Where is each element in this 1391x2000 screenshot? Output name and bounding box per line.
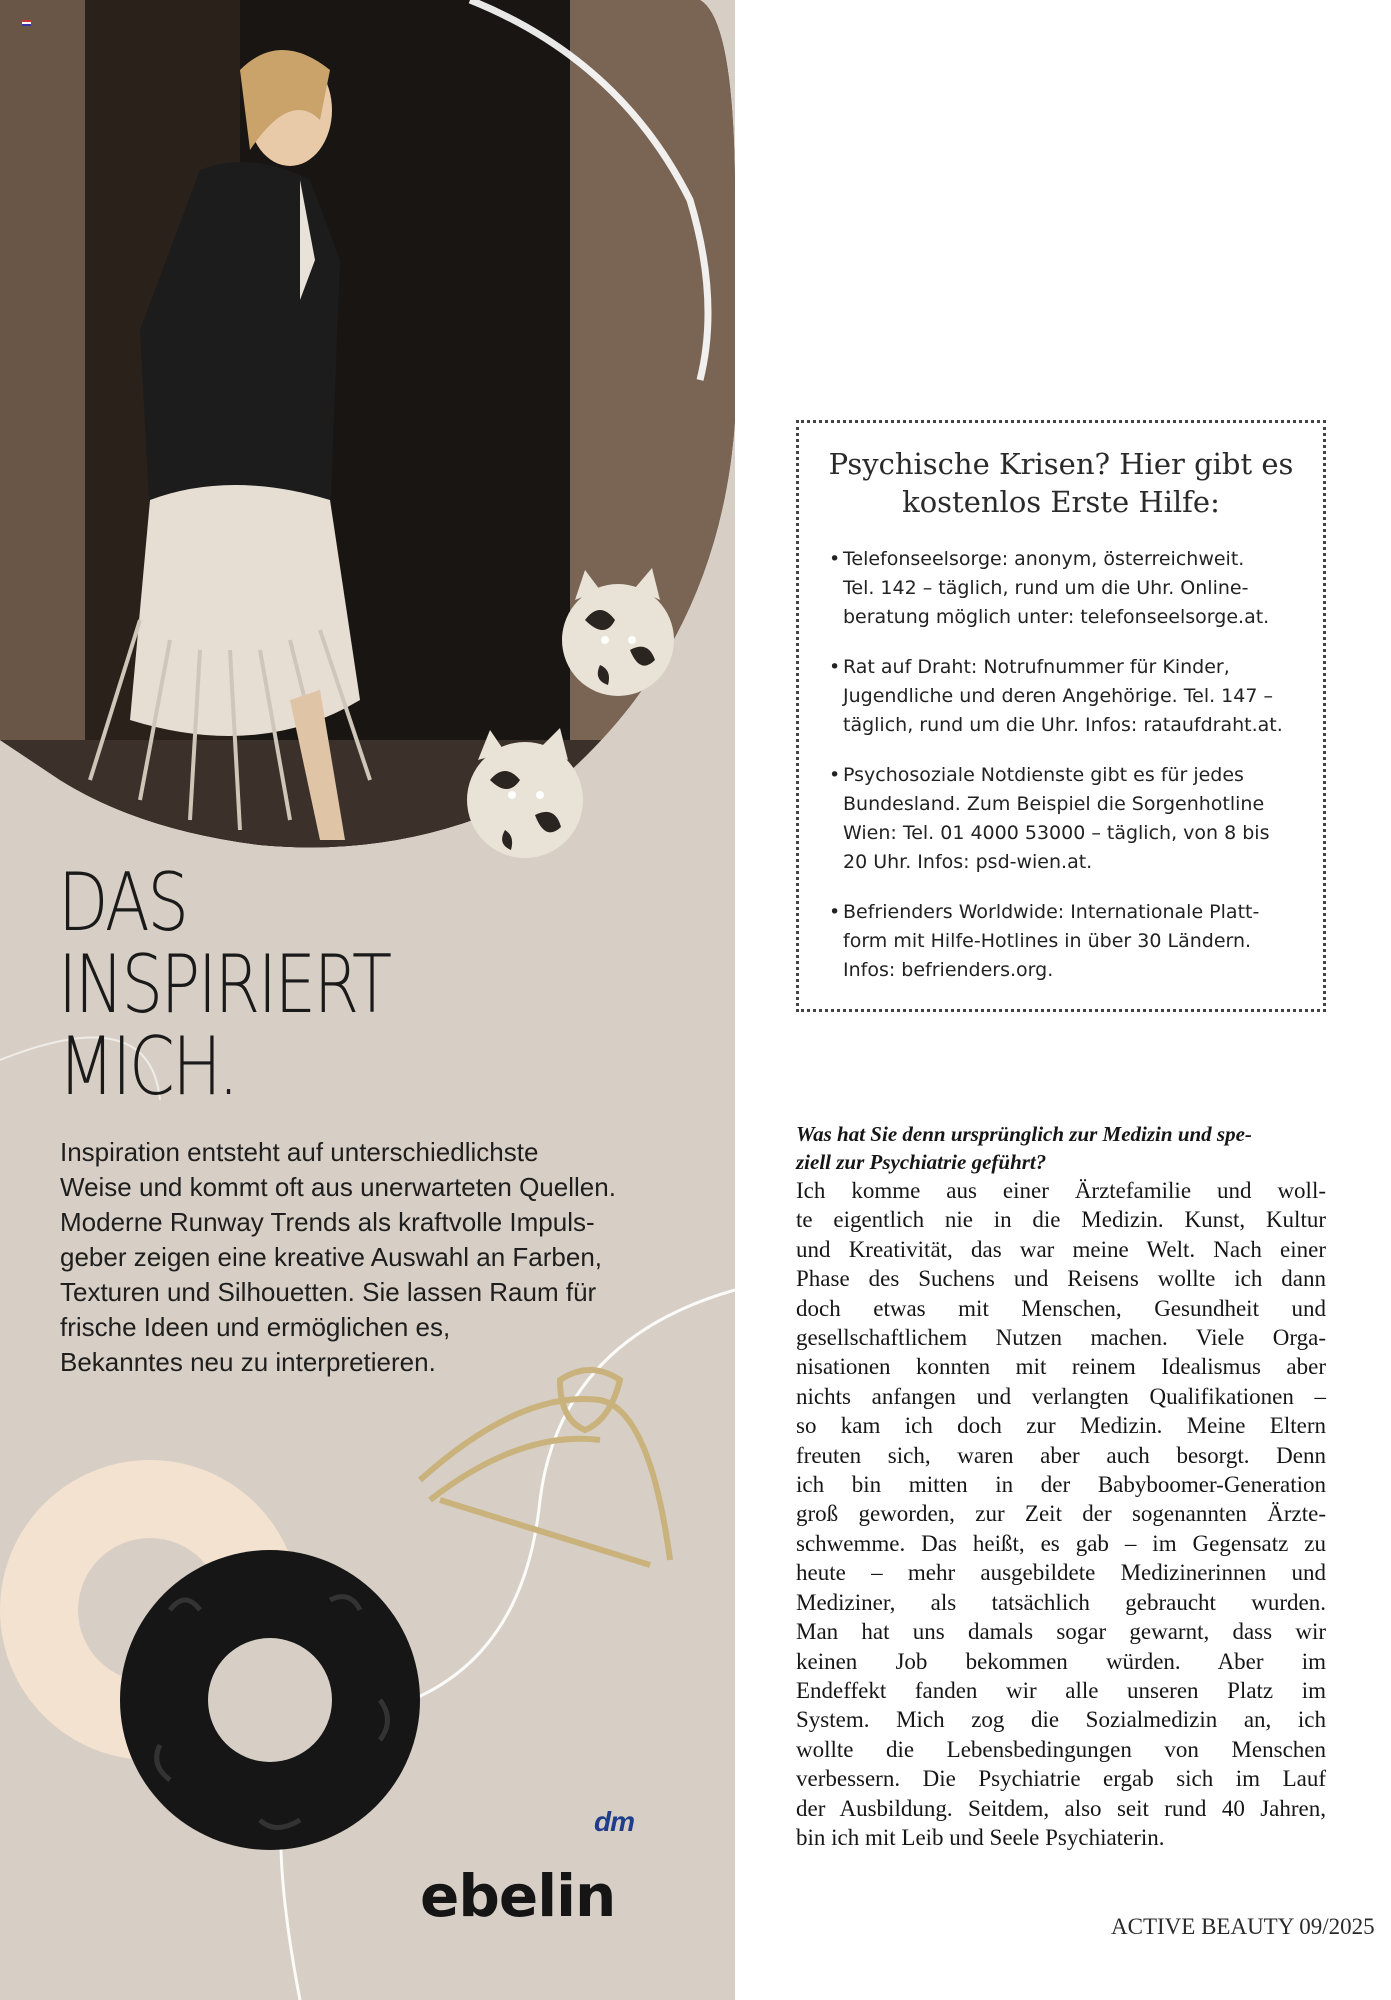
magazine-footer: ACTIVE BEAUTY 09/2025 [1111, 1914, 1375, 1939]
resource-line: Bundesland. Zum Beispiel die Sorgenhotline [843, 793, 1265, 815]
ad-body-text [60, 1135, 700, 1380]
bullet-icon: • [829, 764, 841, 786]
resource-line: Tel. 142 – täglich, rund um die Uhr. Online- [843, 577, 1249, 599]
info-title-line: Psychische Krisen? Hier gibt es [828, 447, 1294, 481]
answer-line: heute – mehr ausgebildete Medizinerinnen und [796, 1560, 1326, 1586]
ebelin-logo: ebelin [420, 1862, 616, 1930]
answer-line: Mediziner, als tatsächlich gebraucht wurden. [796, 1589, 1326, 1615]
resource-line: form mit Hilfe-Hotlines in über 30 Ländern. [843, 930, 1252, 952]
ad-headline-line-1: DAS [58, 856, 187, 949]
interview-article [796, 1120, 1326, 1852]
ad-body-line: geber zeigen eine kreative Auswahl an Farben, [60, 1242, 603, 1272]
ad-headline [58, 856, 658, 1113]
ad-headline-line-2: INSPIRIERT [58, 938, 390, 1031]
answer-line: nichts anfangen und verlangten Qualifikationen – [796, 1383, 1326, 1409]
answer-line: Ich komme aus einer Ärztefamilie und woll- [796, 1178, 1326, 1203]
answer-line: System. Mich zog die Sozialmedizin an, ich [796, 1707, 1326, 1733]
help-resource-item [829, 898, 1309, 985]
answer-line: doch etwas mit Menschen, Gesundheit und [796, 1295, 1326, 1321]
interview-answer [796, 1176, 1326, 1852]
ad-body-line: Texturen und Silhouetten. Sie lassen Raum für [60, 1277, 597, 1307]
resource-line: Telefonseelsorge: anonym, österreichweit. [843, 548, 1245, 570]
help-resource-item [829, 761, 1309, 877]
resource-line: beratung möglich unter: telefonseelsorge.at. [843, 606, 1270, 628]
ad-body-line: Weise und kommt oft aus unerwarteten Quellen. [60, 1172, 616, 1202]
resource-line: Jugendliche und deren Angehörige. Tel. 147 – [843, 685, 1273, 707]
interview-question [796, 1120, 1326, 1176]
answer-line: Man hat uns damals sogar gewarnt, dass wir [796, 1619, 1326, 1645]
resource-line: 20 Uhr. Infos: psd-wien.at. [843, 851, 1093, 873]
answer-line: ich bin mitten in der Babyboomer-Generation [796, 1472, 1326, 1498]
bullet-icon: • [829, 656, 841, 678]
answer-line: groß geworden, zur Zeit der sogenannten Ärzte- [796, 1501, 1326, 1527]
answer-line: verbessern. Die Psychiatrie ergab sich im Lauf [796, 1766, 1326, 1792]
resource-line: Psychosoziale Notdienste gibt es für jedes [843, 764, 1244, 786]
answer-line: schwemme. Das heißt, es gab – im Gegensatz zu [796, 1530, 1326, 1556]
answer-line: Phase des Suchens und Reisens wollte ich dann [796, 1266, 1326, 1292]
answer-line: Endeffekt fanden wir alle unseren Platz im [796, 1677, 1326, 1703]
answer-line: nisationen konnten mit reinem Idealismus aber [796, 1354, 1326, 1380]
resource-line: Rat auf Draht: Notrufnummer für Kinder, [843, 656, 1230, 678]
ad-body-line: Bekanntes neu zu interpretieren. [60, 1347, 436, 1377]
help-resource-item [829, 545, 1309, 632]
answer-line: freuten sich, waren aber auch besorgt. Denn [796, 1442, 1326, 1468]
answer-line: wollte die Lebensbedingungen von Menschen [796, 1736, 1326, 1762]
answer-line: der Ausbildung. Seitdem, also seit rund 40 Jahren, [796, 1795, 1326, 1821]
resource-line: Infos: befrienders.org. [843, 959, 1054, 981]
question-line: Was hat Sie denn ursprünglich zur Medizin und spe- [796, 1122, 1252, 1146]
ad-body-line: frische Ideen und ermöglichen es, [60, 1312, 451, 1342]
black-scrunchie [120, 1550, 420, 1850]
help-resource-item [829, 653, 1309, 740]
bullet-icon: • [829, 548, 841, 570]
answer-line: bin ich mit Leib und Seele Psychiaterin. [796, 1824, 1165, 1850]
resource-line: Wien: Tel. 01 4000 53000 – täglich, von 8 bis [843, 822, 1270, 844]
answer-line: und Kreativität, das war meine Welt. Nach einer [796, 1236, 1326, 1262]
answer-line: gesellschaftlichem Nutzen machen. Viele Orga- [796, 1325, 1326, 1351]
ad-body-line: Moderne Runway Trends als kraftvolle Impuls- [60, 1207, 595, 1237]
photo-backdrop [0, 0, 735, 860]
answer-line: so kam ich doch zur Medizin. Meine Eltern [796, 1413, 1326, 1439]
resource-line: täglich, rund um die Uhr. Infos: rataufdraht.at. [843, 714, 1283, 736]
help-resource-list [829, 545, 1309, 1006]
ad-body-line: Inspiration entsteht auf unterschiedlichste [60, 1137, 539, 1167]
resource-line: Befrienders Worldwide: Internationale Platt- [843, 901, 1260, 923]
info-box-title [799, 445, 1323, 521]
help-info-box [796, 420, 1326, 1012]
answer-line: te eigentlich nie in die Medizin. Kunst, Kultur [796, 1207, 1326, 1233]
dm-logo: dm [594, 1806, 634, 1837]
info-title-line: kostenlos Erste Hilfe: [902, 485, 1220, 519]
question-line: ziell zur Psychiatrie geführt? [796, 1150, 1047, 1174]
ad-headline-line-3: MICH. [58, 1020, 237, 1113]
bullet-icon: • [829, 901, 841, 923]
flag-icon [22, 20, 31, 26]
answer-line: keinen Job bekommen würden. Aber im [796, 1648, 1326, 1674]
